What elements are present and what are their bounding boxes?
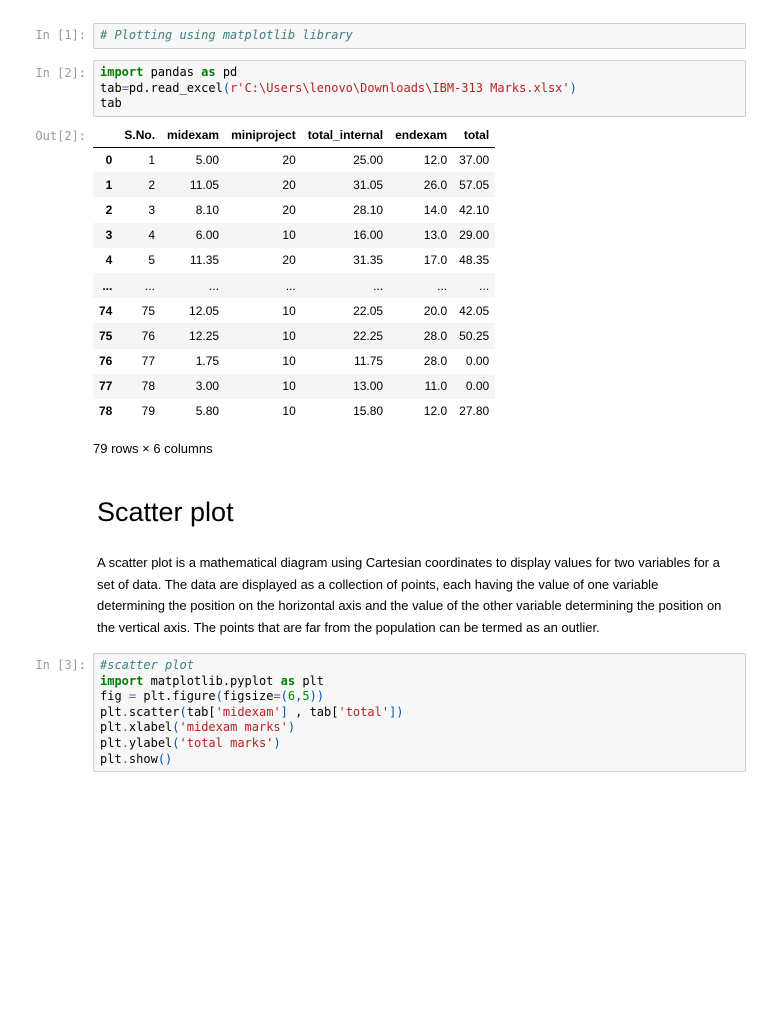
dataframe-shape-caption: 79 rows × 6 columns xyxy=(93,441,213,456)
table-cell: 13.0 xyxy=(423,228,448,243)
table-cell: 50.25 xyxy=(459,328,490,343)
code-token: 'total marks' xyxy=(179,735,274,750)
code-token: ( xyxy=(172,720,180,735)
table-cell: 31.35 xyxy=(353,253,384,268)
table-cell: 4 xyxy=(148,228,156,243)
code-token: tab xyxy=(100,96,122,111)
code-token: ) xyxy=(287,720,296,735)
table-row xyxy=(93,399,495,424)
table-cell: 0.00 xyxy=(465,354,490,369)
table-cell: 12.05 xyxy=(189,303,220,318)
table-cell: 20 xyxy=(282,177,296,192)
code-token: pandas xyxy=(143,65,202,79)
table-cell: 29.00 xyxy=(459,228,490,243)
table-row xyxy=(93,374,495,399)
code-token: tab xyxy=(100,80,122,95)
code-token: , tab[ xyxy=(287,704,339,719)
table-cell: 11.35 xyxy=(189,253,220,268)
table-cell: 37.00 xyxy=(459,152,490,167)
row-index: 3 xyxy=(105,228,113,243)
row-index: 78 xyxy=(99,404,113,419)
code-token: 6 xyxy=(287,689,296,704)
table-row xyxy=(93,172,495,197)
code-line xyxy=(100,65,739,81)
code-token: 'total' xyxy=(338,704,390,719)
table-row xyxy=(93,273,495,298)
markdown-heading: Scatter plot xyxy=(97,497,234,527)
cell-3-prompt: In [3]: xyxy=(35,658,86,672)
code-token: scatter xyxy=(128,704,180,719)
code-token: figsize xyxy=(222,689,274,704)
table-cell: 0.00 xyxy=(465,379,490,394)
table-cell: 20 xyxy=(282,253,296,268)
table-cell: 6.00 xyxy=(195,228,220,243)
row-index: 75 xyxy=(99,328,113,343)
column-header: S.No. xyxy=(118,123,161,147)
code-token: ( xyxy=(179,704,187,719)
code-token: # Plotting using matplotlib library xyxy=(100,28,353,42)
table-cell: 25.00 xyxy=(353,152,384,167)
table-cell: 28.0 xyxy=(423,328,448,343)
code-token: plt xyxy=(295,673,324,688)
code-line xyxy=(100,96,739,112)
table-cell: 5 xyxy=(148,253,156,268)
table-cell: ... xyxy=(209,278,220,293)
code-token: r'C:\Users\lenovo\Downloads\IBM-313 Marks.xlsx' xyxy=(230,80,570,95)
table-row xyxy=(93,248,495,273)
table-cell: 12.0 xyxy=(423,152,448,167)
table-cell: ... xyxy=(479,278,490,293)
table-row xyxy=(93,349,495,374)
table-cell: 1 xyxy=(148,152,156,167)
row-index: 74 xyxy=(99,303,113,318)
table-cell: 10 xyxy=(282,228,296,243)
table-cell: ... xyxy=(437,278,448,293)
code-token: fig xyxy=(100,689,129,704)
table-cell: 42.10 xyxy=(459,202,490,217)
table-cell: 77 xyxy=(141,354,156,369)
table-cell: 20.0 xyxy=(423,303,448,318)
table-cell: 10 xyxy=(282,303,296,318)
code-token: ( xyxy=(215,689,223,704)
table-row xyxy=(93,298,495,323)
table-row xyxy=(93,197,495,222)
table-cell: 10 xyxy=(282,379,296,394)
code-token: plt.figure xyxy=(136,689,216,704)
code-token: plt xyxy=(100,704,122,719)
table-cell: 3.00 xyxy=(195,379,220,394)
code-token: () xyxy=(157,751,173,766)
code-line xyxy=(100,752,739,768)
table-cell: 79 xyxy=(141,404,156,419)
code-line xyxy=(100,28,739,44)
row-index: 77 xyxy=(99,379,113,394)
row-index: 76 xyxy=(99,354,113,369)
code-token: import xyxy=(100,673,144,688)
table-cell: 12.0 xyxy=(423,404,448,419)
code-token: show xyxy=(128,751,158,766)
code-token: . xyxy=(121,704,129,719)
column-header: total xyxy=(453,123,495,147)
table-cell: 78 xyxy=(141,379,156,394)
code-token: tab[ xyxy=(186,704,216,719)
code-token: matplotlib.pyplot xyxy=(143,673,281,688)
table-row xyxy=(93,323,495,348)
table-cell: 48.35 xyxy=(459,253,490,268)
table-cell: 20 xyxy=(282,152,296,167)
table-cell: 11.75 xyxy=(353,354,384,369)
code-line xyxy=(100,705,739,721)
row-index: 0 xyxy=(105,152,113,167)
code-token: 'midexam marks' xyxy=(179,720,288,735)
table-cell: ... xyxy=(373,278,384,293)
table-cell: 11.05 xyxy=(189,177,220,192)
code-token: plt xyxy=(100,735,122,750)
code-token: pd.read_excel xyxy=(128,80,223,95)
table-header-row xyxy=(93,123,495,147)
table-cell: 8.10 xyxy=(195,202,220,217)
table-cell: 22.25 xyxy=(353,328,384,343)
cell-2-code-editor[interactable] xyxy=(93,60,746,117)
code-line xyxy=(100,689,739,705)
table-cell: 27.80 xyxy=(459,404,490,419)
code-line xyxy=(100,674,739,690)
table-cell: 5.80 xyxy=(195,404,220,419)
code-line xyxy=(100,720,739,736)
column-header: endexam xyxy=(389,123,453,147)
cell-1-prompt: In [1]: xyxy=(35,28,86,42)
table-cell: 16.00 xyxy=(353,228,384,243)
code-token: 5 xyxy=(302,689,310,704)
table-cell: ... xyxy=(145,278,156,293)
column-header: total_internal xyxy=(302,123,389,147)
cell-1-code-editor[interactable] xyxy=(93,23,746,49)
table-cell: 31.05 xyxy=(353,177,384,192)
table-cell: 28.10 xyxy=(353,202,384,217)
column-header: midexam xyxy=(161,123,225,147)
table-cell: 11.0 xyxy=(424,379,448,394)
markdown-paragraph: A scatter plot is a mathematical diagram using Cartesian coordinates to display values for two variables for a set of data. The data are displayed as a collection of points, each having the value of one variable determining the position on the horizontal axis and the value of the other variable determining the position on the vertical axis. The points that are far from the population can be termed as an outlier. xyxy=(97,555,722,635)
row-index: 1 xyxy=(105,177,113,192)
table-cell: 10 xyxy=(282,404,296,419)
code-token: ] xyxy=(280,704,288,719)
code-token: = xyxy=(121,80,129,95)
table-cell: 10 xyxy=(282,354,296,369)
code-token: 'midexam' xyxy=(215,704,281,719)
row-index: 2 xyxy=(105,202,113,217)
table-cell: 20 xyxy=(282,202,296,217)
table-cell: 26.0 xyxy=(423,177,448,192)
code-token: as xyxy=(280,673,296,688)
table-cell: 28.0 xyxy=(423,354,448,369)
code-token: ( xyxy=(172,735,180,750)
code-token: = xyxy=(273,689,281,704)
code-token: )) xyxy=(309,689,325,704)
column-header: miniproject xyxy=(225,123,302,147)
table-cell: 22.05 xyxy=(353,303,384,318)
table-cell: 1.75 xyxy=(195,354,220,369)
cell-3-code-editor[interactable] xyxy=(93,653,746,772)
code-line xyxy=(100,658,739,674)
table-cell: 17.0 xyxy=(423,253,448,268)
code-token: = xyxy=(128,689,137,704)
code-token: ( xyxy=(280,689,288,704)
code-token: xlabel xyxy=(128,720,173,735)
code-line xyxy=(100,736,739,752)
code-token: import xyxy=(100,65,144,79)
table-cell: 76 xyxy=(141,328,156,343)
code-token: plt xyxy=(100,720,122,735)
table-cell: 12.25 xyxy=(189,328,220,343)
code-token: . xyxy=(121,720,129,735)
table-cell: 42.05 xyxy=(459,303,490,318)
code-token: pd xyxy=(215,65,238,79)
code-token: . xyxy=(121,751,129,766)
code-token: plt xyxy=(100,751,122,766)
table-row xyxy=(93,223,495,248)
table-cell: 15.80 xyxy=(353,404,384,419)
code-token: #scatter plot xyxy=(100,658,194,672)
output-prompt: Out[2]: xyxy=(35,129,86,143)
cell-2-prompt: In [2]: xyxy=(35,66,86,80)
code-token: ]) xyxy=(389,704,404,719)
code-token: ) xyxy=(569,80,577,95)
table-cell: ... xyxy=(285,278,296,293)
code-token: ylabel xyxy=(128,735,173,750)
table-cell: 10 xyxy=(282,328,296,343)
table-cell: 75 xyxy=(141,303,156,318)
code-token: . xyxy=(121,735,129,750)
code-token: as xyxy=(201,65,216,79)
table-cell: 14.0 xyxy=(423,202,448,217)
dataframe-table xyxy=(93,123,495,424)
code-token: ( xyxy=(222,80,231,95)
row-index: ... xyxy=(102,278,113,293)
row-index: 4 xyxy=(105,253,113,268)
table-cell: 13.00 xyxy=(353,379,384,394)
table-cell: 3 xyxy=(148,202,156,217)
column-header xyxy=(93,123,118,147)
table-cell: 5.00 xyxy=(195,152,220,167)
table-cell: 2 xyxy=(148,177,156,192)
table-cell: 57.05 xyxy=(459,177,490,192)
code-token: , xyxy=(295,689,303,704)
code-line xyxy=(100,81,739,97)
code-token: ) xyxy=(273,735,281,750)
table-row xyxy=(93,147,495,172)
